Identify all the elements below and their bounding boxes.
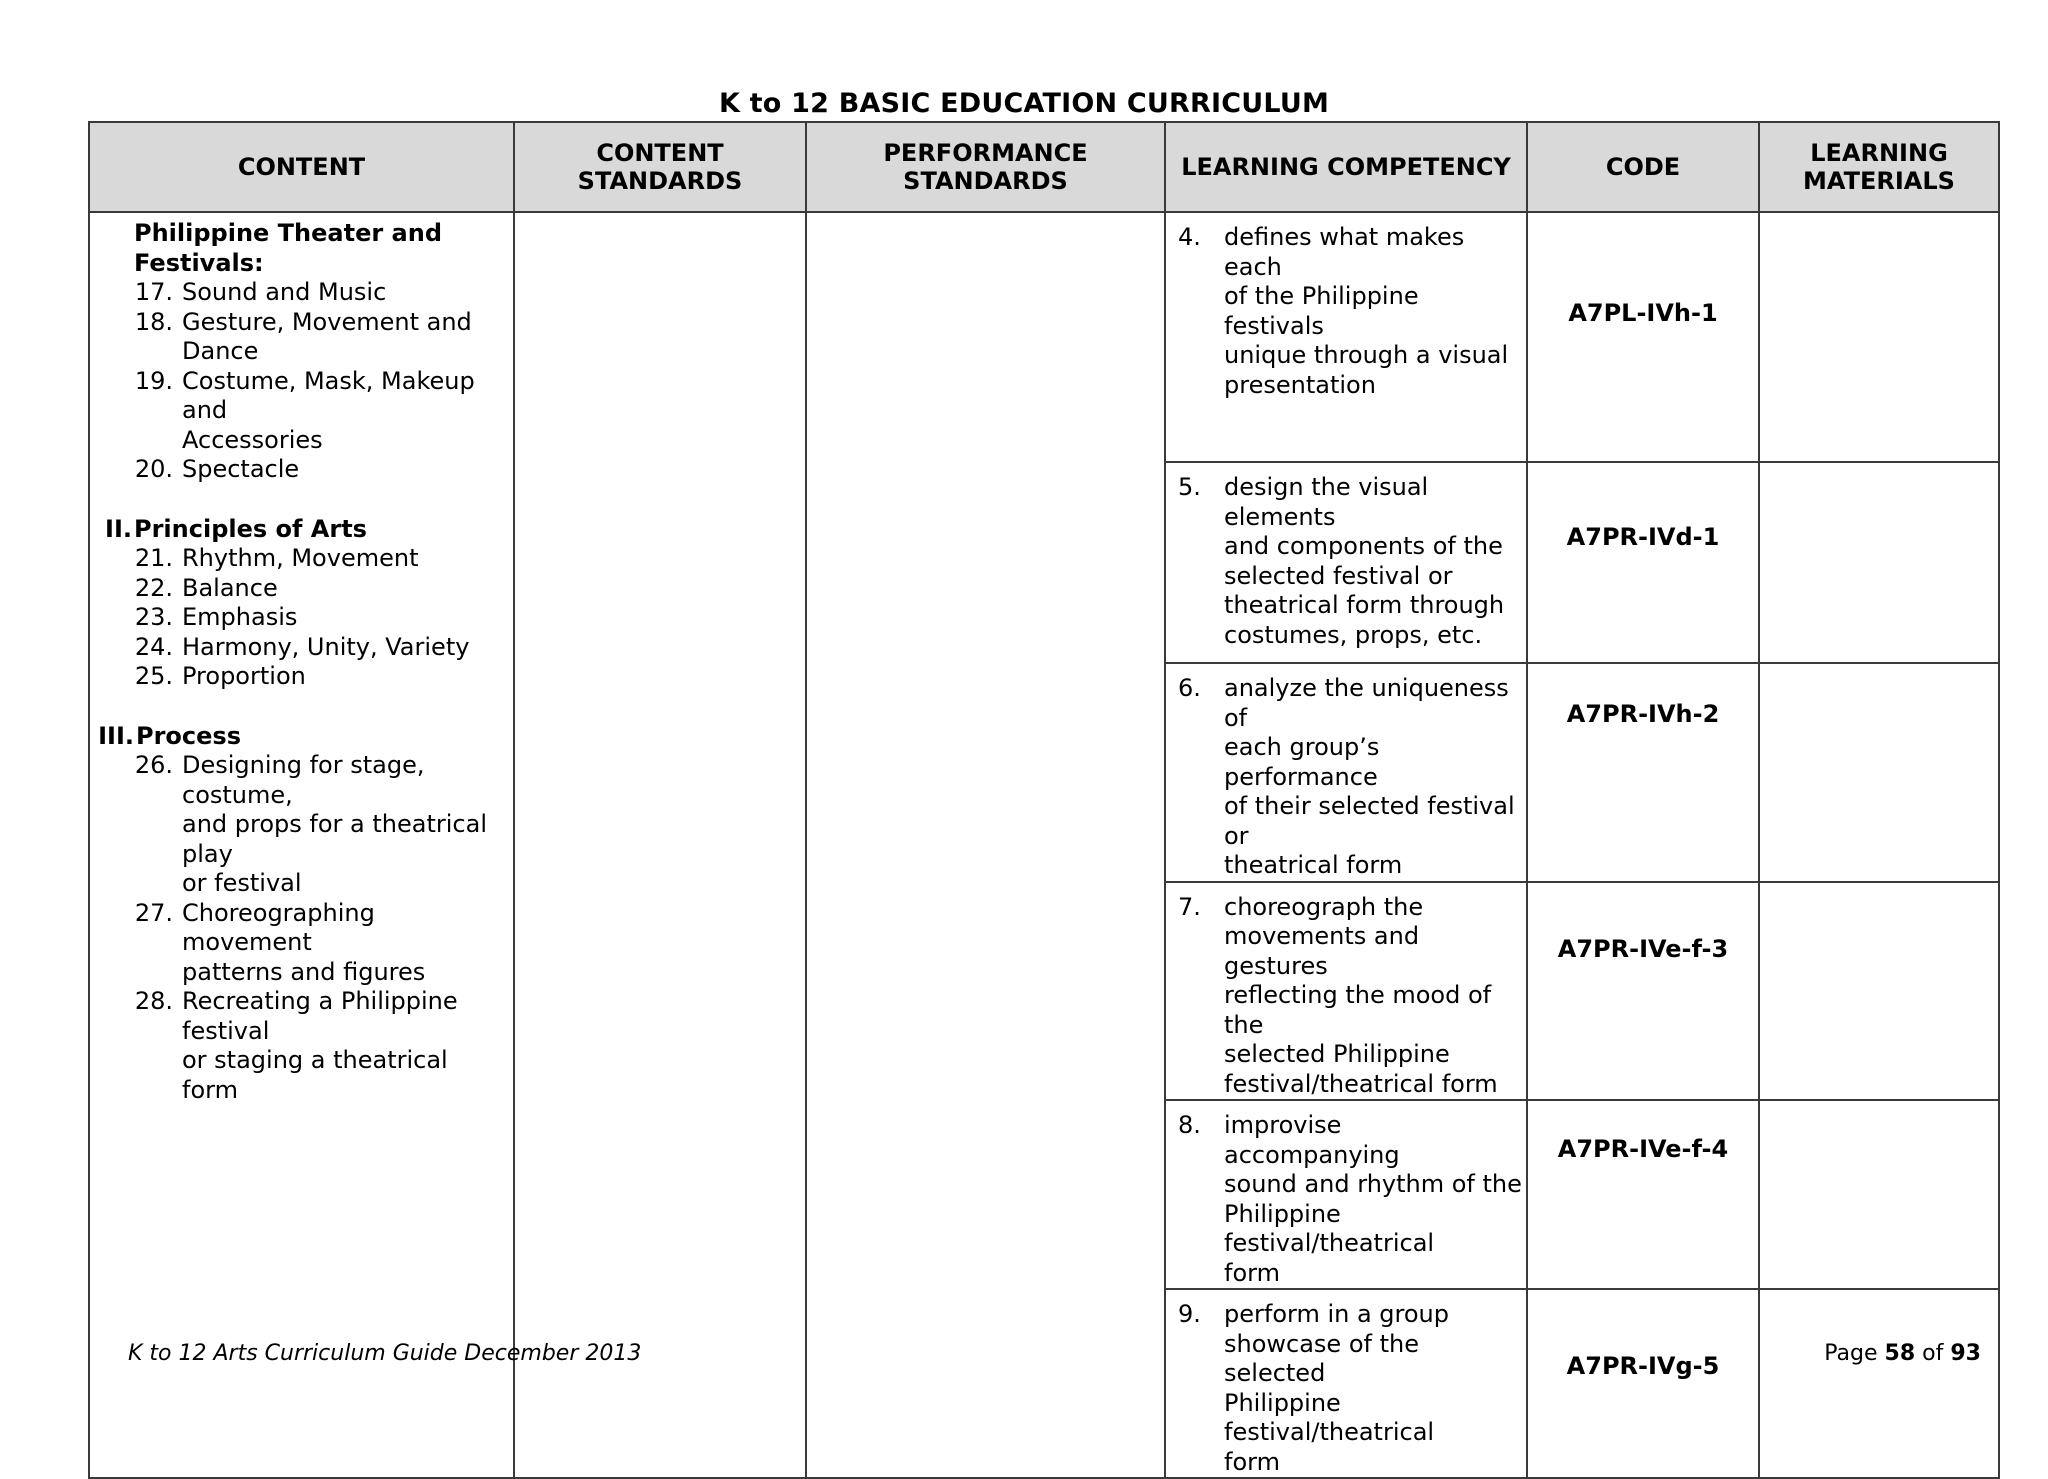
- competency-line: presentation: [1224, 370, 1376, 399]
- item-text: [182, 603, 502, 633]
- competency-cell: [1165, 882, 1527, 1101]
- competency-line: sound and rhythm of the: [1224, 1170, 1522, 1198]
- item-line: Balance: [182, 573, 278, 602]
- code-value: A7PR-IVe-f-4: [1557, 1135, 1729, 1163]
- competency-line: reflecting the mood of the: [1224, 981, 1492, 1039]
- competency-text: [1224, 1111, 1524, 1288]
- competency-text: [1224, 223, 1524, 400]
- principles-list: [90, 544, 513, 692]
- competency-line: movements and gestures: [1224, 922, 1420, 980]
- competency-line: selected festival or: [1224, 561, 1453, 590]
- competency-text: [1224, 1300, 1524, 1477]
- competency-text: [1224, 674, 1524, 881]
- header-performance-standards-line-2: STANDARDS: [903, 167, 1068, 195]
- list-item: [90, 633, 513, 663]
- item-text: [182, 278, 502, 308]
- competency-line: defines what makes each: [1224, 223, 1465, 281]
- list-item: [90, 455, 513, 485]
- item-number: 26.: [134, 751, 173, 779]
- code-cell: [1527, 212, 1759, 462]
- list-item: [90, 751, 513, 899]
- item-text: [182, 633, 502, 663]
- item-number: 25.: [134, 662, 173, 690]
- competency-line: costumes, props, etc.: [1224, 620, 1483, 649]
- item-number: 22.: [134, 573, 173, 602]
- page-title: K to 12 BASIC EDUCATION CURRICULUM: [718, 88, 1330, 119]
- competency-line: form: [1224, 1447, 1280, 1476]
- competency-cell: [1165, 462, 1527, 663]
- competency-number: 6.: [1178, 674, 1201, 702]
- list-item: [90, 899, 513, 988]
- item-line: or staging a theatrical form: [182, 1046, 448, 1104]
- item-number: 19.: [134, 366, 173, 395]
- list-item: [90, 987, 513, 1105]
- process-heading: [90, 722, 513, 752]
- competency-line: of the Philippine festivals: [1224, 282, 1419, 340]
- code-cell: [1527, 462, 1759, 663]
- competency-line: showcase of the selected: [1224, 1329, 1419, 1387]
- competency-cell: [1165, 212, 1527, 462]
- competency-line: Philippine festival/theatrical: [1224, 1388, 1435, 1446]
- learning-materials-cell: [1759, 882, 1999, 1101]
- competency-line: each group’s performance: [1224, 733, 1380, 791]
- curriculum-table: [88, 121, 2000, 1479]
- list-item: [90, 278, 513, 308]
- item-line: Harmony, Unity, Variety: [182, 632, 470, 661]
- item-number: 17.: [134, 278, 173, 306]
- item-text: [182, 751, 502, 899]
- list-item: [90, 367, 513, 456]
- competency-line: analyze the uniqueness of: [1224, 674, 1509, 732]
- item-text: [182, 987, 502, 1105]
- code-value: A7PR-IVe-f-3: [1557, 934, 1729, 963]
- header-content-standards: [514, 122, 806, 212]
- item-number: 28.: [134, 987, 173, 1015]
- page-total: 93: [1950, 1341, 1981, 1366]
- code-value: A7PL-IVh-1: [1568, 299, 1718, 327]
- code-cell: [1527, 882, 1759, 1101]
- item-line: Sound and Music: [182, 278, 387, 306]
- item-text: [182, 367, 502, 456]
- header-content-standards-line-2: STANDARDS: [577, 167, 743, 195]
- footer-guide-title: K to 12 Arts Curriculum Guide December 2013: [128, 1341, 642, 1366]
- competency-number: 7.: [1178, 892, 1201, 921]
- item-text: [182, 662, 502, 692]
- learning-materials-cell: [1759, 663, 1999, 882]
- competency-line: design the visual elements: [1224, 473, 1429, 531]
- page-prefix: Page: [1824, 1341, 1878, 1366]
- item-line: Emphasis: [182, 603, 298, 631]
- item-text: [182, 899, 502, 988]
- item-line: Spectacle: [182, 455, 300, 483]
- competency-cell: [1165, 663, 1527, 882]
- item-line: Designing for stage, costume,: [182, 751, 425, 809]
- theater-heading: [90, 219, 464, 278]
- item-number: 21.: [134, 544, 173, 572]
- item-line: Rhythm, Movement: [182, 544, 419, 572]
- theater-heading-line-2: Festivals:: [134, 248, 264, 277]
- header-code: CODE: [1527, 122, 1759, 212]
- page-of: of: [1922, 1341, 1944, 1366]
- competency-line: selected Philippine: [1224, 1040, 1450, 1068]
- item-text: [182, 544, 502, 574]
- principles-title: Principles of Arts: [134, 514, 367, 543]
- item-number: 18.: [134, 307, 173, 336]
- header-content: CONTENT: [89, 122, 514, 212]
- content-standards-cell: [514, 212, 806, 1478]
- list-item: [90, 603, 513, 633]
- code-cell: [1527, 663, 1759, 882]
- competency-cell: [1165, 1100, 1527, 1289]
- competency-number: 5.: [1178, 473, 1201, 501]
- item-line: patterns and figures: [182, 957, 426, 986]
- code-value: A7PR-IVd-1: [1566, 523, 1720, 551]
- table-row: [89, 212, 1999, 462]
- code-value: A7PR-IVh-2: [1566, 700, 1720, 728]
- item-number: 24.: [134, 632, 173, 661]
- learning-materials-cell: [1759, 1100, 1999, 1289]
- code-cell: [1527, 1289, 1759, 1478]
- competency-line: festival/theatrical form: [1224, 1069, 1498, 1098]
- item-number: 20.: [134, 455, 173, 483]
- code-value: A7PR-IVg-5: [1566, 1352, 1720, 1380]
- learning-materials-cell: [1759, 1289, 1999, 1478]
- competency-number: 8.: [1178, 1111, 1201, 1139]
- competency-number: 9.: [1178, 1300, 1201, 1328]
- competency-line: theatrical form: [1224, 851, 1403, 879]
- item-line: Gesture, Movement and Dance: [182, 307, 472, 365]
- competency-text: [1224, 893, 1524, 1100]
- competency-line: theatrical form through: [1224, 591, 1505, 619]
- process-numeral: III.: [98, 721, 134, 750]
- item-line: Choreographing movement: [182, 898, 375, 956]
- learning-materials-cell: [1759, 212, 1999, 462]
- principles-numeral: II.: [105, 514, 132, 543]
- list-item: [90, 544, 513, 574]
- header-learning-materials-line-1: LEARNING: [1810, 139, 1948, 167]
- header-learning-competency: LEARNING COMPETENCY: [1165, 122, 1527, 212]
- competency-line: form: [1224, 1258, 1280, 1287]
- item-text: [182, 574, 502, 604]
- item-line: Recreating a Philippine festival: [182, 987, 458, 1045]
- list-item: [90, 308, 513, 367]
- item-line: Proportion: [182, 662, 306, 690]
- learning-materials-cell: [1759, 462, 1999, 663]
- process-title: Process: [136, 721, 241, 750]
- item-line: or festival: [182, 869, 302, 897]
- header-content-standards-line-1: CONTENT: [596, 139, 724, 167]
- header-learning-materials: [1759, 122, 1999, 212]
- header-row: [89, 122, 1999, 212]
- code-cell: [1527, 1100, 1759, 1289]
- item-text: [182, 308, 502, 367]
- list-item: [90, 662, 513, 692]
- list-item: [90, 574, 513, 604]
- competency-line: and components of the: [1224, 532, 1503, 560]
- competency-cell: [1165, 1289, 1527, 1478]
- content-column-cell: [89, 212, 514, 1478]
- item-line: Costume, Mask, Makeup and: [182, 366, 475, 424]
- header-performance-standards: [806, 122, 1165, 212]
- process-list: [90, 751, 513, 1105]
- competency-line: perform in a group: [1224, 1300, 1449, 1328]
- header-learning-materials-line-2: MATERIALS: [1803, 167, 1955, 195]
- principles-heading: [90, 515, 513, 545]
- item-line: and props for a theatrical play: [182, 810, 487, 868]
- competency-line: improvise accompanying: [1224, 1111, 1400, 1169]
- competency-text: [1224, 473, 1524, 650]
- competency-line: of their selected festival or: [1224, 792, 1515, 850]
- header-performance-standards-line-1: PERFORMANCE: [883, 139, 1088, 167]
- item-line: Accessories: [182, 425, 323, 454]
- competency-number: 4.: [1178, 223, 1201, 251]
- theater-list: [90, 278, 513, 485]
- competency-line: Philippine festival/theatrical: [1224, 1199, 1435, 1257]
- footer-page-number: [1824, 1341, 1981, 1366]
- item-text: [182, 455, 502, 485]
- item-number: 23.: [134, 603, 173, 631]
- competency-line: choreograph the: [1224, 892, 1424, 921]
- theater-heading-line-1: Philippine Theater and: [134, 219, 442, 247]
- performance-standards-cell: [806, 212, 1165, 1478]
- page-current: 58: [1884, 1341, 1916, 1366]
- competency-line: unique through a visual: [1224, 341, 1509, 369]
- item-number: 27.: [134, 898, 173, 927]
